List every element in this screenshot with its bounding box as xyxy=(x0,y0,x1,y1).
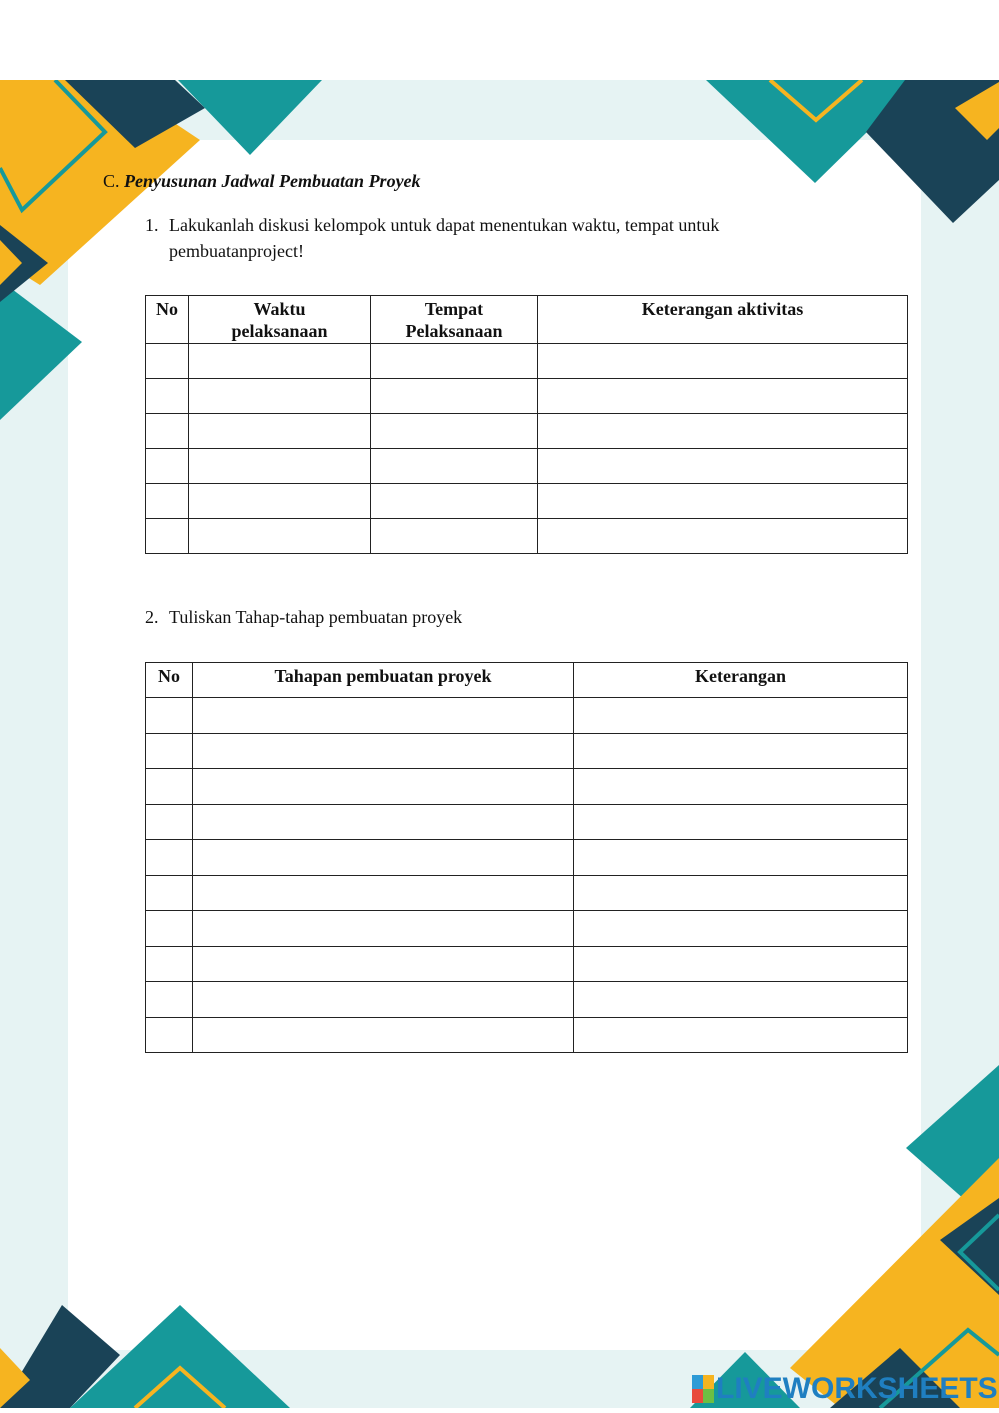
table-cell[interactable] xyxy=(574,698,908,734)
header-no-2: No xyxy=(146,663,193,698)
table-cell[interactable] xyxy=(538,414,908,449)
table-row xyxy=(146,733,908,769)
table-row xyxy=(146,946,908,982)
section-prefix: C. xyxy=(103,171,120,191)
table-row xyxy=(146,414,908,449)
table-cell[interactable] xyxy=(538,519,908,554)
header-waktu xyxy=(189,296,371,344)
table-cell[interactable] xyxy=(146,449,189,484)
table-cell[interactable] xyxy=(146,519,189,554)
liveworksheets-logo-icon xyxy=(692,1375,714,1403)
table-cell[interactable] xyxy=(146,875,193,911)
table-cell[interactable] xyxy=(189,519,371,554)
table-cell[interactable] xyxy=(574,804,908,840)
header-waktu-line1: Waktu xyxy=(253,299,306,319)
table-cell[interactable] xyxy=(538,449,908,484)
question-1 xyxy=(145,212,845,264)
deco-teal-left-diamond xyxy=(0,280,82,420)
header-tempat-line2: Pelaksanaan xyxy=(405,321,503,341)
table-row xyxy=(146,1017,908,1053)
project-stages-table-body xyxy=(146,698,908,1053)
table-cell[interactable] xyxy=(193,875,574,911)
schedule-table-body xyxy=(146,344,908,554)
table-cell[interactable] xyxy=(193,840,574,876)
table-cell[interactable] xyxy=(574,733,908,769)
table-row xyxy=(146,344,908,379)
table-cell[interactable] xyxy=(146,804,193,840)
question-1-number: 1. xyxy=(145,215,159,235)
table-cell[interactable] xyxy=(371,449,538,484)
table-cell[interactable] xyxy=(146,840,193,876)
schedule-table xyxy=(145,295,908,554)
table-cell[interactable] xyxy=(146,414,189,449)
header-no: No xyxy=(146,296,189,344)
table-cell[interactable] xyxy=(371,519,538,554)
table-cell[interactable] xyxy=(146,484,189,519)
table-row xyxy=(146,911,908,947)
table-row xyxy=(146,379,908,414)
header-tempat xyxy=(371,296,538,344)
section-title: Penyusunan Jadwal Pembuatan Proyek xyxy=(124,171,421,191)
table-cell[interactable] xyxy=(146,379,189,414)
table-row xyxy=(146,698,908,734)
table-cell[interactable] xyxy=(146,1017,193,1053)
table-cell[interactable] xyxy=(574,1017,908,1053)
table-cell[interactable] xyxy=(146,698,193,734)
table-cell[interactable] xyxy=(538,379,908,414)
table-row xyxy=(146,804,908,840)
table-cell[interactable] xyxy=(574,840,908,876)
table-cell[interactable] xyxy=(574,875,908,911)
table-cell[interactable] xyxy=(189,379,371,414)
table-cell[interactable] xyxy=(193,698,574,734)
header-keterangan: Keterangan xyxy=(574,663,908,698)
table-cell[interactable] xyxy=(193,769,574,805)
table-row xyxy=(146,449,908,484)
table-cell[interactable] xyxy=(538,344,908,379)
table-cell[interactable] xyxy=(146,344,189,379)
table-row xyxy=(146,982,908,1018)
table-row xyxy=(146,484,908,519)
table-cell[interactable] xyxy=(146,769,193,805)
question-2-number: 2. xyxy=(145,607,159,627)
table-cell[interactable] xyxy=(189,414,371,449)
table-cell[interactable] xyxy=(193,911,574,947)
table-cell[interactable] xyxy=(189,449,371,484)
table-cell[interactable] xyxy=(574,769,908,805)
table-cell[interactable] xyxy=(574,946,908,982)
question-2 xyxy=(145,604,845,630)
table-cell[interactable] xyxy=(146,946,193,982)
table-cell[interactable] xyxy=(193,982,574,1018)
watermark-text: LIVEWORKSHEETS xyxy=(716,1372,998,1405)
question-2-text: Tuliskan Tahap-tahap pembuatan proyek xyxy=(169,607,463,627)
schedule-table-header xyxy=(146,296,908,344)
table-cell[interactable] xyxy=(371,344,538,379)
header-tempat-line1: Tempat xyxy=(424,299,484,319)
table-row xyxy=(146,519,908,554)
question-1-line2: pembuatanproject! xyxy=(169,241,304,261)
header-waktu-line2: pelaksanaan xyxy=(231,321,328,341)
table-cell[interactable] xyxy=(146,982,193,1018)
header-keterangan-aktivitas: Keterangan aktivitas xyxy=(538,296,908,344)
table-cell[interactable] xyxy=(189,484,371,519)
table-row xyxy=(146,875,908,911)
table-cell[interactable] xyxy=(193,733,574,769)
project-stages-table-header xyxy=(146,663,908,698)
table-cell[interactable] xyxy=(371,484,538,519)
project-stages-table xyxy=(145,662,908,1053)
table-cell[interactable] xyxy=(189,344,371,379)
table-cell[interactable] xyxy=(193,804,574,840)
table-cell[interactable] xyxy=(193,946,574,982)
header-tahapan: Tahapan pembuatan proyek xyxy=(193,663,574,698)
table-cell[interactable] xyxy=(574,982,908,1018)
section-heading xyxy=(103,169,421,193)
liveworksheets-watermark xyxy=(692,1372,998,1406)
table-cell[interactable] xyxy=(371,414,538,449)
table-cell[interactable] xyxy=(538,484,908,519)
table-cell[interactable] xyxy=(146,733,193,769)
deco-teal-topleft xyxy=(178,80,322,155)
question-1-line1: Lakukanlah diskusi kelompok untuk dapat menentukan waktu, tempat untuk xyxy=(169,215,720,235)
table-row xyxy=(146,769,908,805)
table-cell[interactable] xyxy=(193,1017,574,1053)
table-cell[interactable] xyxy=(371,379,538,414)
table-cell[interactable] xyxy=(146,911,193,947)
table-cell[interactable] xyxy=(574,911,908,947)
table-row xyxy=(146,840,908,876)
